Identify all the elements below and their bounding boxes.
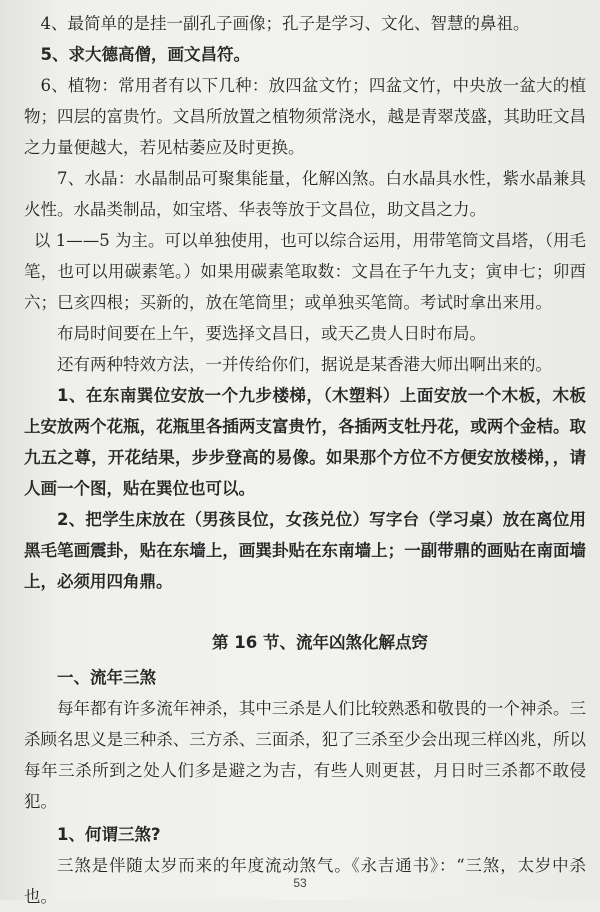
- paragraph-special-methods: 还有两种特效方法，一并传给你们，据说是某香港大师出啊出来的。: [57, 355, 552, 374]
- paragraph-method-2: 2、把学生床放在（男孩艮位，女孩兑位）写字台（学习桌）放在离位用黑毛笔画震卦，贴在东墙上，画巽卦贴在东南墙上；一副带鼎的画贴在南面墙上，必须用四角鼎。: [24, 510, 586, 591]
- paragraph-item-5: 5、求大德高僧，画文昌符。: [40, 45, 250, 64]
- paragraph-item-6-plants: 6、植物：常用者有以下几种：放四盆文竹；四盆文竹，中央放一盆大的植物；四层的富贵竹。文昌所放置之植物须常浇水，越是青翠茂盛，其助旺文昌之力量便越大，若见枯萎应及时更换。: [24, 76, 586, 157]
- subheading-annual-three-sha: 一、流年三煞: [57, 668, 156, 687]
- paragraph-usage: 以 1——5 为主。可以单独使用，也可以综合运用，用带笔筒文昌塔，（用毛笔，也可以用碳素笔。）如果用碳素笔取数：文昌在子午九支；寅申七；卯酉六；巳亥四根；买新的，放在笔筒里；或单独买笔筒。考试时拿出来用。: [24, 231, 586, 312]
- section-title: 第 16 节、流年凶煞化解点窍: [212, 633, 428, 652]
- paragraph-timing: 布局时间要在上午，要选择文昌日，或天乙贵人日时布局。: [57, 324, 486, 343]
- paragraph-three-sha-intro: 每年都有许多流年神杀，其中三杀是人们比较熟悉和敬畏的一个神杀。三杀顾名思义是三种杀、三方杀、三面杀，犯了三杀至少会出现三样凶兆，所以每年三杀所到之处人们多是避之为吉，有些人则更甚，月日时三杀都不敢侵犯。: [24, 699, 586, 811]
- paragraph-method-1: 1、在东南巽位安放一个九步楼梯，（木塑料）上面安放一个木板，木板上安放两个花瓶，花瓶里各插两支富贵竹，各插两支牡丹花，或两个金桔。取九五之尊，开花结果，步步登高的易像。如果那个方位不方便安放楼梯，，请人画一个图，贴在巽位也可以。: [24, 386, 586, 498]
- paragraph-three-sha-definition: 三煞是伴随太岁而来的年度流动煞气。《永吉通书》：“三煞，太岁中杀也。: [24, 856, 586, 906]
- paragraph-item-7-crystal: 7、水晶：水晶制品可聚集能量，化解凶煞。白水晶具水性，紫水晶兼具火性。水晶类制品，如宝塔、华表等放于文昌位，助文昌之力。: [24, 169, 586, 219]
- paragraph-item-4: 4、最简单的是挂一副孔子画像；孔子是学习、文化、智慧的鼻祖。: [40, 14, 530, 33]
- page-number: 53: [293, 876, 307, 890]
- subheading-what-is-three-sha: 1、何谓三煞?: [57, 825, 161, 844]
